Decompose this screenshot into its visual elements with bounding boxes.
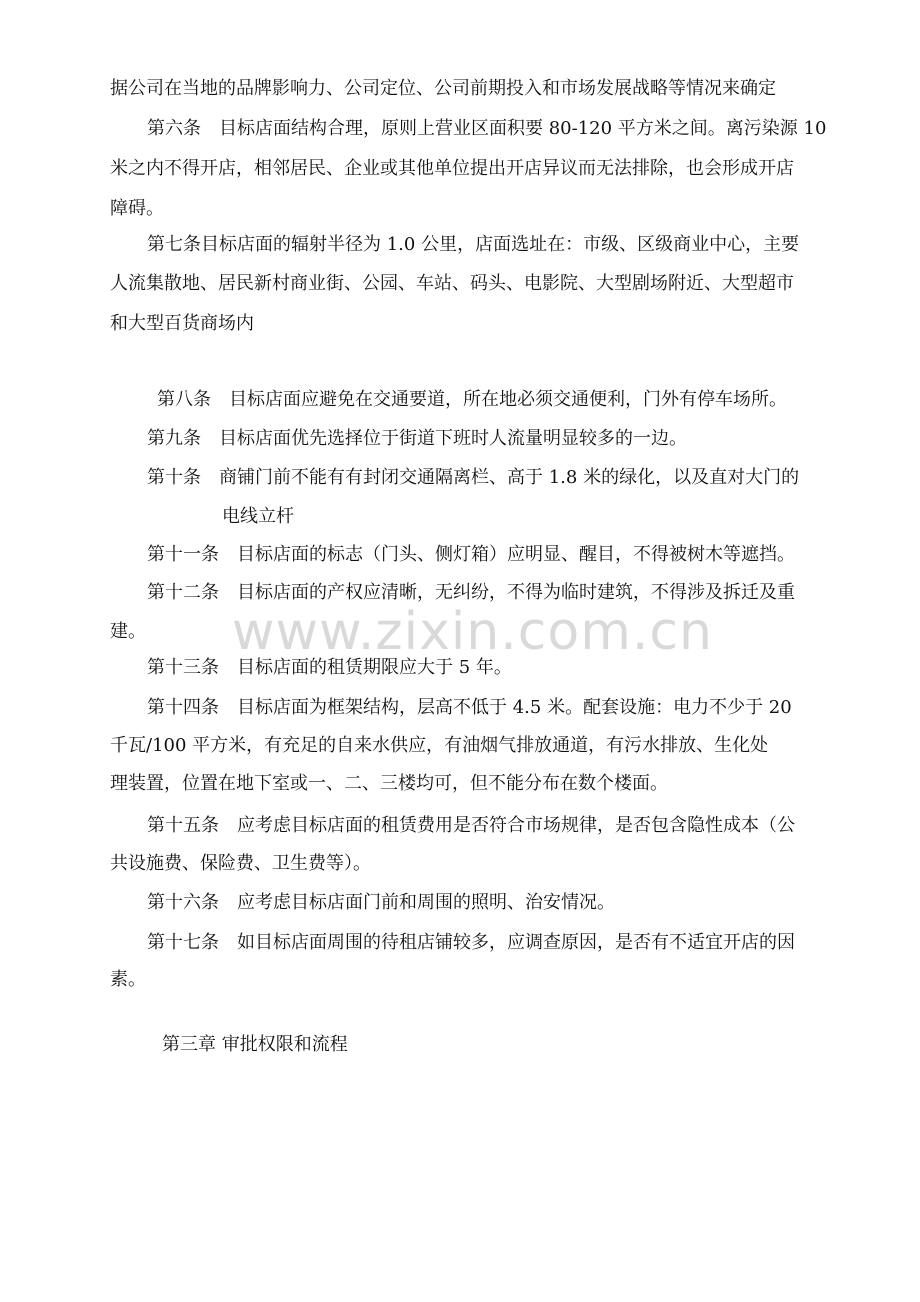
article-10-line: 第十条 商铺门前不能有有封闭交通隔离栏、高于 1.8 米的绿化，以及直对大门的 xyxy=(147,467,800,488)
article-13-line: 第十三条 目标店面的租赁期限应大于 5 年。 xyxy=(147,657,512,678)
article-15-line: 第十五条 应考虑目标店面的租赁费用是否符合市场规律，是否包含隐性成本（公 xyxy=(147,815,795,836)
chapter-3-heading: 第三章 审批权限和流程 xyxy=(162,1034,348,1055)
text-line: 千瓦/100 平方米，有充足的自来水供应，有油烟气排放通道，有污水排放、生化处 xyxy=(110,735,769,756)
text-line: 素。 xyxy=(110,969,146,990)
text-line: 共设施费、保险费、卫生费等）。 xyxy=(110,853,371,874)
text-line: 障碍。 xyxy=(110,198,164,219)
text-line: 建。 xyxy=(110,621,146,642)
text-line: 电线立杆 xyxy=(222,506,294,527)
text-line: 和大型百货商场内 xyxy=(110,313,254,334)
text-line: 米之内不得开店，相邻居民、企业或其他单位提出开店异议而无法排除，也会形成开店 xyxy=(110,158,794,179)
article-12-line: 第十二条 目标店面的产权应清晰，无纠纷，不得为临时建筑，不得涉及拆迁及重 xyxy=(147,582,795,603)
watermark: www.zixin.com.cn xyxy=(232,602,713,662)
text-line: 据公司在当地的品牌影响力、公司定位、公司前期投入和市场发展战略等情况来确定 xyxy=(110,78,776,99)
article-9-line: 第九条 目标店面优先选择位于街道下班时人流量明显较多的一边。 xyxy=(147,428,687,449)
article-6-line: 第六条 目标店面结构合理，原则上营业区面积要 80-120 平方米之间。离污染源 10 xyxy=(147,118,827,139)
text-line: 人流集散地、居民新村商业街、公园、车站、码头、电影院、大型剧场附近、大型超市 xyxy=(110,273,794,294)
article-16-line: 第十六条 应考虑目标店面门前和周围的照明、治安情况。 xyxy=(147,892,615,913)
article-8-line: 第八条 目标店面应避免在交通要道，所在地必须交通便利，门外有停车场所。 xyxy=(157,389,787,410)
article-17-line: 第十七条 如目标店面周围的待租店铺较多，应调查原因，是否有不适宜开店的因 xyxy=(147,932,795,953)
text-line: 理装置，位置在地下室或一、二、三楼均可，但不能分布在数个楼面。 xyxy=(110,773,668,794)
article-7-line: 第七条目标店面的辐射半径为 1.0 公里，店面选址在：市级、区级商业中心，主要 xyxy=(147,234,800,255)
article-14-line: 第十四条 目标店面为框架结构，层高不低于 4.5 米。配套设施：电力不少于 20 xyxy=(147,697,792,718)
article-11-line: 第十一条 目标店面的标志（门头、侧灯箱）应明显、醒目，不得被树木等遮挡。 xyxy=(147,544,795,565)
